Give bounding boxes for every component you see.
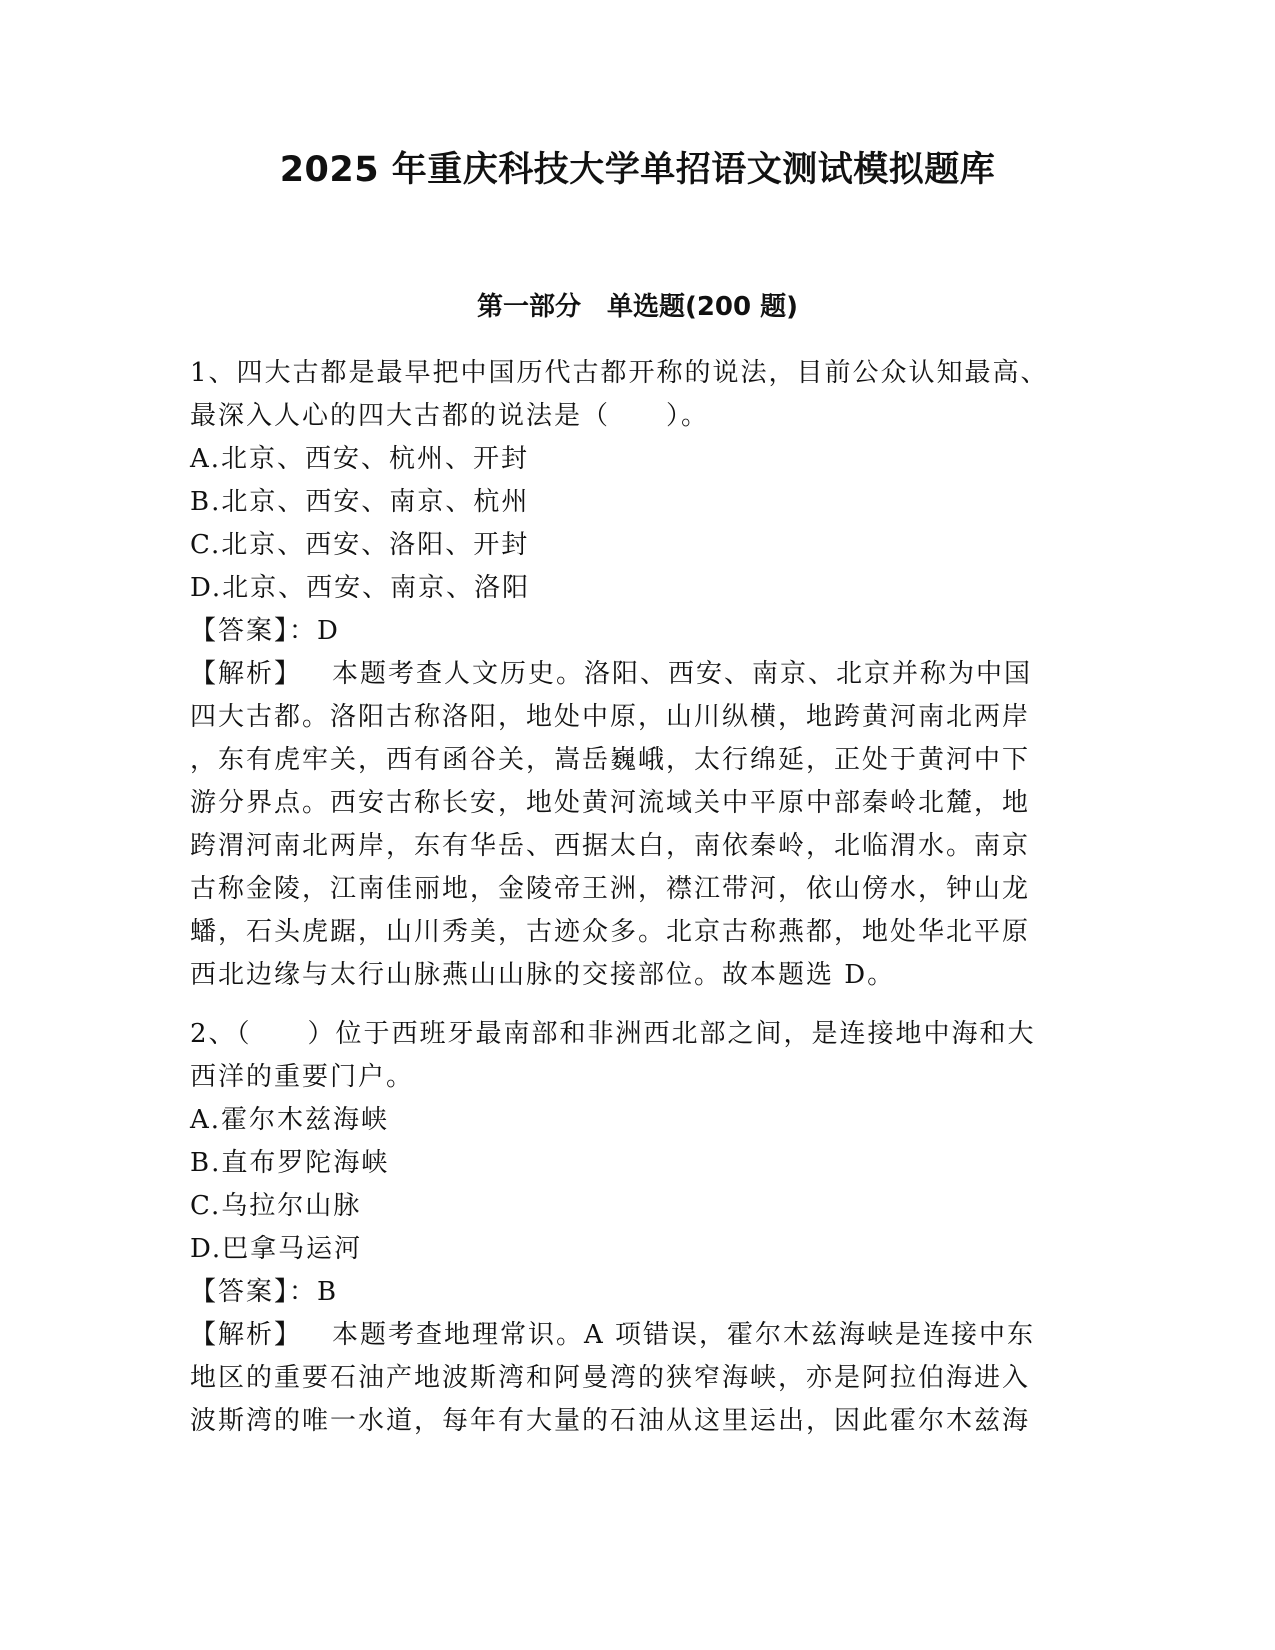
explanation-line: 蟠，石头虎踞，山川秀美，古迹众多。北京古称燕都，地处华北平原 [190, 917, 1031, 947]
section-name: 单选题(200 题) [606, 292, 799, 322]
option-b: B.北京、西安、南京、杭州 [190, 487, 530, 517]
answer-line [190, 1271, 1085, 1314]
question-list [190, 352, 1085, 1443]
explanation-line: 古称金陵，江南佳丽地，金陵帝王洲，襟江带河，依山傍水，钟山龙 [190, 874, 1031, 904]
option-a: A.霍尔木兹海峡 [190, 1105, 390, 1135]
answer-label: 【答案】： [190, 1277, 318, 1307]
question-stem-line: 1、四大古都是最早把中国历代古都开称的说法，目前公众认知最高、 [190, 358, 1049, 388]
explanation-text: 本题考查人文历史。洛阳、西安、南京、北京并称为中国 [332, 659, 1033, 689]
explanation-label: 【解析】 [190, 659, 303, 689]
answer-label: 【答案】： [190, 616, 318, 646]
question-1 [190, 352, 1085, 997]
explanation-line [190, 653, 1085, 696]
explanation-line: 波斯湾的唯一水道，每年有大量的石油从这里运出，因此霍尔木兹海 [190, 1406, 1031, 1436]
explanation-text: 本题考查地理常识。A 项错误，霍尔木兹海峡是连接中东 [332, 1320, 1036, 1350]
explanation-label: 【解析】 [190, 1320, 303, 1350]
explanation-line: 跨渭河南北两岸，东有华岳、西据太白，南依秦岭，北临渭水。南京 [190, 831, 1031, 861]
section-part: 第一部分 [476, 292, 581, 322]
document-title: 2025 年重庆科技大学单招语文测试模拟题库 [279, 150, 996, 190]
answer-value: B [317, 1277, 339, 1307]
option-a: A.北京、西安、杭州、开封 [190, 444, 530, 474]
question-stem-line: 2、（ ）位于西班牙最南部和非洲西北部之间，是连接地中海和大 [190, 1019, 1036, 1049]
answer-line [190, 610, 1085, 653]
question-2 [190, 1013, 1085, 1443]
question-stem-line: 西洋的重要门户。 [190, 1062, 415, 1092]
option-c: C.北京、西安、洛阳、开封 [190, 530, 530, 560]
explanation-line [190, 1314, 1085, 1357]
question-separator [190, 997, 1085, 1013]
option-d: D.巴拿马运河 [190, 1234, 363, 1264]
explanation-line: ，东有虎牢关，西有函谷关，嵩岳巍峨，太行绵延，正处于黄河中下 [190, 745, 1031, 775]
section-heading [0, 290, 1275, 324]
option-d: D.北京、西安、南京、洛阳 [190, 573, 531, 603]
question-stem-line: 最深入人心的四大古都的说法是（ ）。 [190, 401, 710, 431]
option-b: B.直布罗陀海峡 [190, 1148, 390, 1178]
explanation-line: 游分界点。西安古称长安，地处黄河流域关中平原中部秦岭北麓，地 [190, 788, 1031, 818]
answer-value: D [317, 616, 340, 646]
explanation-line: 西北边缘与太行山脉燕山山脉的交接部位。故本题选 D。 [190, 960, 896, 990]
option-c: C.乌拉尔山脉 [190, 1191, 362, 1221]
explanation-line: 地区的重要石油产地波斯湾和阿曼湾的狭窄海峡，亦是阿拉伯海进入 [190, 1363, 1031, 1393]
explanation-line: 四大古都。洛阳古称洛阳，地处中原，山川纵横，地跨黄河南北两岸 [190, 702, 1031, 732]
